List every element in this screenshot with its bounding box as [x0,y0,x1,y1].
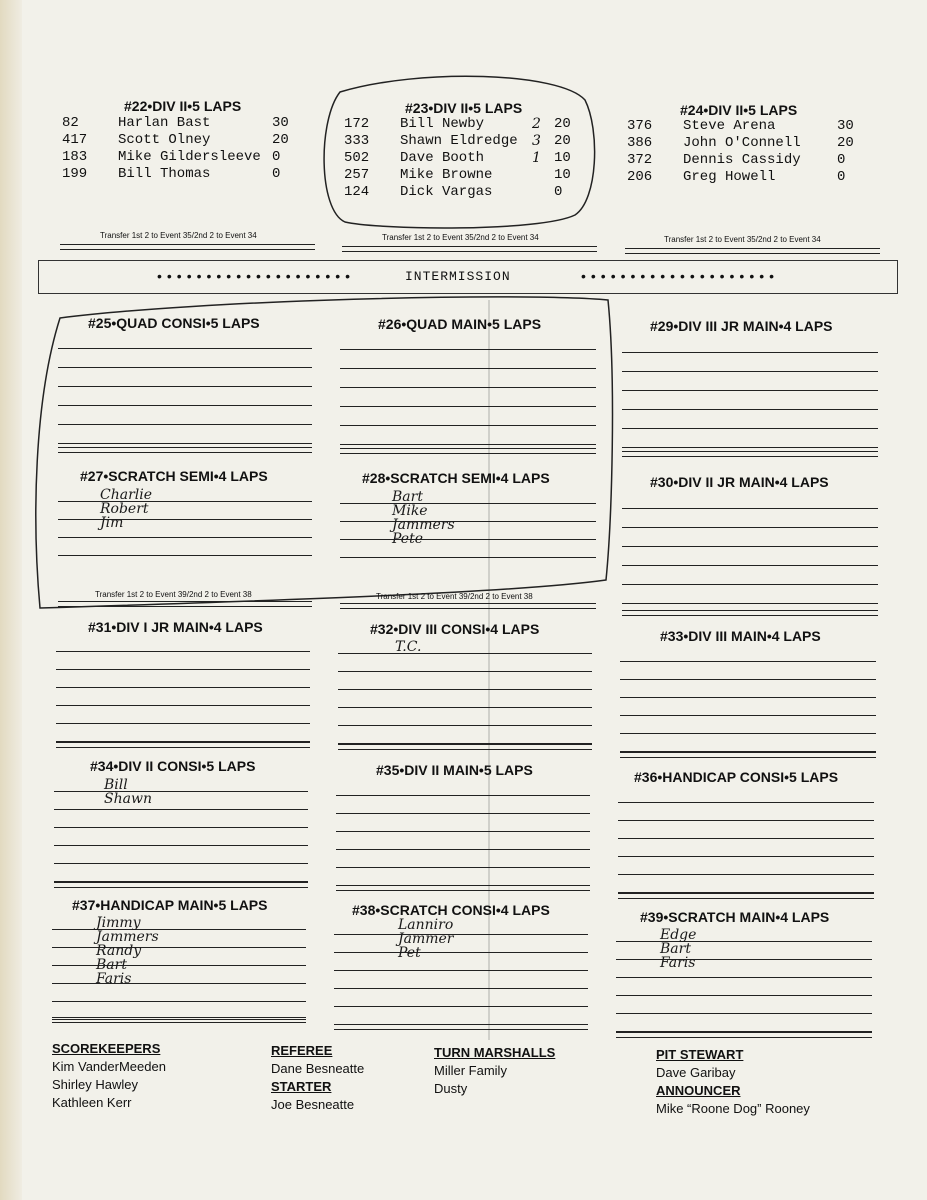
rider-name: Dick Vargas [400,184,493,200]
rider-points: 20 [554,133,571,149]
event-38-handwriting: Lanniro Jammer Pet [398,917,454,961]
event-25-title: #25•QUAD CONSI•5 LAPS [88,315,260,331]
rider-number: 82 [62,115,79,131]
rider-name: Bill Thomas [118,166,211,182]
event-27-title: #27•SCRATCH SEMI•4 LAPS [80,468,268,484]
rider-number: 386 [627,135,653,151]
event-32-lines [338,636,592,744]
divider-29 [622,451,878,457]
rider-number: 502 [344,150,370,166]
event-38-title: #38•SCRATCH CONSI•4 LAPS [352,902,550,918]
intermission-dots-left: •••••••••••••••••••• [157,268,356,284]
event-28-title: #28•SCRATCH SEMI•4 LAPS [362,470,550,486]
event-33-title: #33•DIV III MAIN•4 LAPS [660,628,821,644]
finish-mark: 1 [532,150,541,166]
rider-points: 10 [554,167,571,183]
rider-number: 199 [62,166,88,182]
divider-23 [342,246,597,252]
event-32-title: #32•DIV III CONSI•4 LAPS [370,621,540,637]
rider-points: 10 [554,150,571,166]
rider-number: 257 [344,167,370,183]
rider-number: 172 [344,116,370,132]
divider-28 [340,603,596,609]
event-37-title: #37•HANDICAP MAIN•5 LAPS [72,897,268,913]
rider-points: 0 [272,166,281,182]
intermission-dots-right: •••••••••••••••••••• [581,268,780,284]
rider-points: 0 [272,149,281,165]
heat-24-title: #24•DIV II•5 LAPS [680,102,798,118]
referee-name: Dane Besneatte [271,1061,365,1076]
event-27-handwriting: Charlie Robert Jim [100,487,153,531]
turn-marshalls-label: TURN MARSHALLS [434,1045,556,1060]
event-37-handwriting: Jimmy Jammers Randy Bart Faris [96,915,159,987]
event-39-lines [616,924,872,1032]
event-39-title: #39•SCRATCH MAIN•4 LAPS [640,909,830,925]
event-25-lines [58,330,312,444]
intermission-label: INTERMISSION [405,269,511,284]
rider-number: 183 [62,149,88,165]
rider-number: 376 [627,118,653,134]
rider-points: 0 [837,152,846,168]
transfer-note-27: Transfer 1st 2 to Event 39/2nd 2 to Event 38 [95,590,252,599]
divider-36 [618,893,874,899]
pit-announcer-block [656,1046,810,1118]
rider-name: Bill Newby [400,116,485,132]
event-34-handwriting: Bill Shawn [104,777,152,807]
officials-block [271,1042,364,1114]
referee-label: REFEREE [271,1043,333,1058]
announcer-name: Mike “Roone Dog” Rooney [656,1101,810,1116]
rider-number: 124 [344,184,370,200]
rider-name: Harlan Bast [118,115,211,131]
divider-37 [52,1017,306,1023]
finish-mark: 3 [532,133,541,149]
divider-33 [620,752,876,758]
event-33-lines [620,644,876,752]
rider-number: 372 [627,152,653,168]
rider-name: Steve Arena [683,118,776,134]
pit-stewart-name: Dave Garibay [656,1065,736,1080]
rider-number: 206 [627,169,653,185]
event-34-lines [54,774,308,882]
starter-name: Joe Besneatte [271,1097,355,1112]
divider-22 [60,244,315,250]
heat-22-title: #22•DIV II•5 LAPS [124,98,242,114]
scorekeepers-block [52,1040,166,1112]
divider-34 [54,882,308,888]
event-34-title: #34•DIV II CONSI•5 LAPS [90,758,256,774]
event-39-handwriting: Edge Bart Faris [660,927,697,971]
scorekeeper-1: Kim VanderMeeden [52,1059,166,1074]
divider-35 [336,885,590,891]
event-31-lines [56,634,310,742]
event-36-title: #36•HANDICAP CONSI•5 LAPS [634,769,839,785]
event-28-lines [340,486,596,558]
event-35-lines [336,778,590,886]
rider-points: 20 [837,135,854,151]
rider-points: 30 [272,115,289,131]
event-30-lines [622,490,878,604]
announcer-label: ANNOUNCER [656,1083,741,1098]
rider-name: Dennis Cassidy [683,152,801,168]
pit-stewart-label: PIT STEWART [656,1047,744,1062]
rider-name: Mike Browne [400,167,493,183]
event-31-title: #31•DIV I JR MAIN•4 LAPS [88,619,263,635]
event-38-lines [334,917,588,1025]
rider-name: Dave Booth [400,150,485,166]
event-26-title: #26•QUAD MAIN•5 LAPS [378,316,542,332]
transfer-note-24: Transfer 1st 2 to Event 35/2nd 2 to Event 34 [664,235,821,244]
rider-number: 417 [62,132,88,148]
event-26-lines [340,331,596,445]
event-28-handwriting: Bart Mike Jammers Pete [392,489,455,547]
finish-mark: 2 [532,116,541,132]
event-27-lines [58,484,312,556]
scorekeeper-3: Kathleen Kerr [52,1095,132,1110]
divider-32 [338,744,592,750]
event-36-lines [618,785,874,893]
turn-marshall-1: Miller Family [434,1063,507,1078]
rider-name: Scott Olney [118,132,211,148]
rider-points: 30 [837,118,854,134]
rider-points: 20 [554,116,571,132]
divider-38 [334,1024,588,1030]
event-35-title: #35•DIV II MAIN•5 LAPS [376,762,533,778]
transfer-note-28: Transfer 1st 2 to Event 39/2nd 2 to Event 38 [376,592,533,601]
rider-name: Shawn Eldredge [400,133,518,149]
scorekeeper-2: Shirley Hawley [52,1077,138,1092]
rider-name: Greg Howell [683,169,776,185]
event-29-title: #29•DIV III JR MAIN•4 LAPS [650,318,833,334]
intermission-bar [38,260,898,294]
rider-name: John O'Connell [683,135,801,151]
divider-39 [616,1032,872,1038]
heat-23-title: #23•DIV II•5 LAPS [405,100,523,116]
event-30-title: #30•DIV II JR MAIN•4 LAPS [650,474,829,490]
event-32-handwriting: T.C. [395,639,422,655]
divider-24 [625,248,880,254]
divider-25 [58,447,312,453]
turn-marshalls-block [434,1044,555,1098]
scorekeepers-label: SCOREKEEPERS [52,1041,161,1056]
transfer-note-23: Transfer 1st 2 to Event 35/2nd 2 to Event 34 [382,233,539,242]
turn-marshall-2: Dusty [434,1081,468,1096]
divider-30 [622,610,878,616]
event-29-lines [622,334,878,448]
rider-points: 0 [837,169,846,185]
starter-label: STARTER [271,1079,332,1094]
divider-27 [58,601,312,607]
transfer-note-22: Transfer 1st 2 to Event 35/2nd 2 to Event 34 [100,231,257,240]
event-37-lines [52,912,306,1020]
rider-name: Mike Gildersleeve [118,149,261,165]
divider-26 [340,448,596,454]
rider-points: 20 [272,132,289,148]
rider-points: 0 [554,184,563,200]
rider-number: 333 [344,133,370,149]
divider-31 [56,742,310,748]
